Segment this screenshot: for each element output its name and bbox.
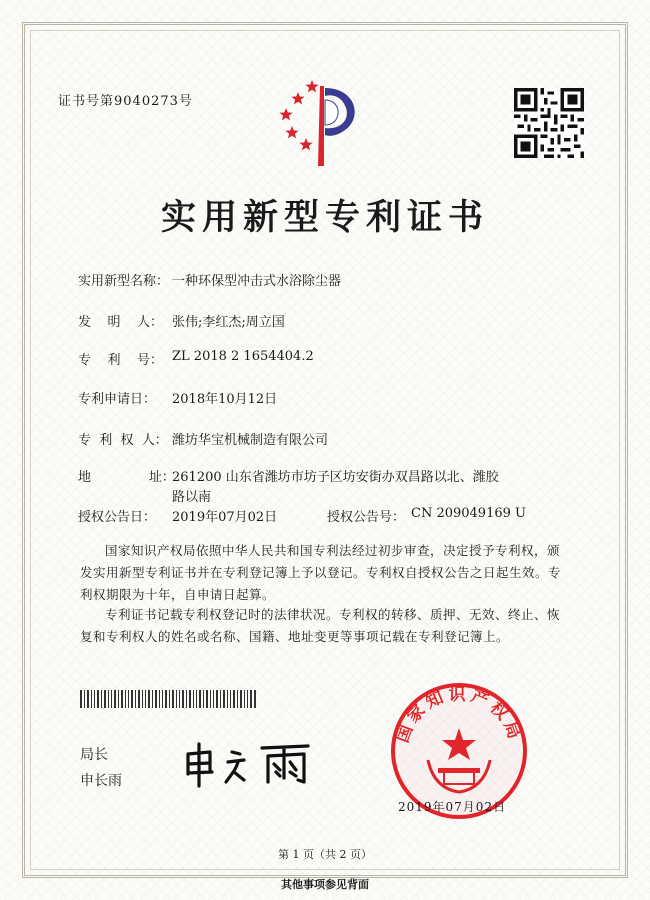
seal-text: 国家知识产权局 <box>392 684 526 746</box>
handwritten-signature <box>180 738 330 788</box>
field-value-continued: 路以南 <box>172 490 212 505</box>
field-value: 261200 山东省潍坊市坊子区坊安街办双昌路以北、潍胶 <box>172 470 499 485</box>
field-label: 发 明 人： <box>78 315 164 330</box>
field-value: 2018年10月12日 <box>172 392 278 407</box>
field-value: 潍坊华宝机械制造有限公司 <box>172 433 329 448</box>
certificate-number: 证书号第9040273号 <box>58 94 193 109</box>
statement-paragraph: 国家知识产权局依照中华人民共和国专利法经过初步审查，决定授予专利权，颁发实用新型专利证书并在专利登记簿上予以登记。专利权自授权公告之日起生效。专利权期限为十年，自申请日起算。 <box>80 543 562 602</box>
seal-date: 2019年07月02日 <box>398 800 507 814</box>
signatory-name: 申长雨 <box>80 773 122 789</box>
field-value: ZL 2018 2 1654404.2 <box>172 349 314 364</box>
qr-code-icon <box>514 88 584 158</box>
field-value: 张伟;李红杰;周立国 <box>172 315 285 330</box>
certificate-title: 实用新型专利证书 <box>160 197 489 238</box>
field-label: 专 利 号： <box>78 353 164 368</box>
page-number: 第 1 页（共 2 页） <box>278 848 372 861</box>
field-value: 2019年07月02日 <box>172 510 278 525</box>
field-label: 专利申请日： <box>78 392 157 407</box>
cnipa-logo-icon <box>272 80 364 166</box>
field-label: 授权公告日： <box>78 510 157 525</box>
field-label: 实用新型名称： <box>78 274 170 289</box>
back-note: 其他事项参见背面 <box>281 878 369 891</box>
field-label: 授权公告号： <box>327 510 406 525</box>
statement-paragraph: 专利证书记载专利权登记时的法律状况。专利权的转移、质押、无效、终止、恢复和专利权人的姓名或名称、国籍、地址变更等事项记载在专利登记簿上。 <box>80 607 561 644</box>
field-label: 专 利 权 人： <box>78 433 168 448</box>
signatory-title: 局长 <box>80 747 108 763</box>
field-value: 一种环保型冲击式水浴除尘器 <box>172 274 342 289</box>
field-value: CN 209049169 U <box>411 506 526 521</box>
field-label: 地 址： <box>78 470 175 485</box>
barcode-icon <box>80 690 256 708</box>
